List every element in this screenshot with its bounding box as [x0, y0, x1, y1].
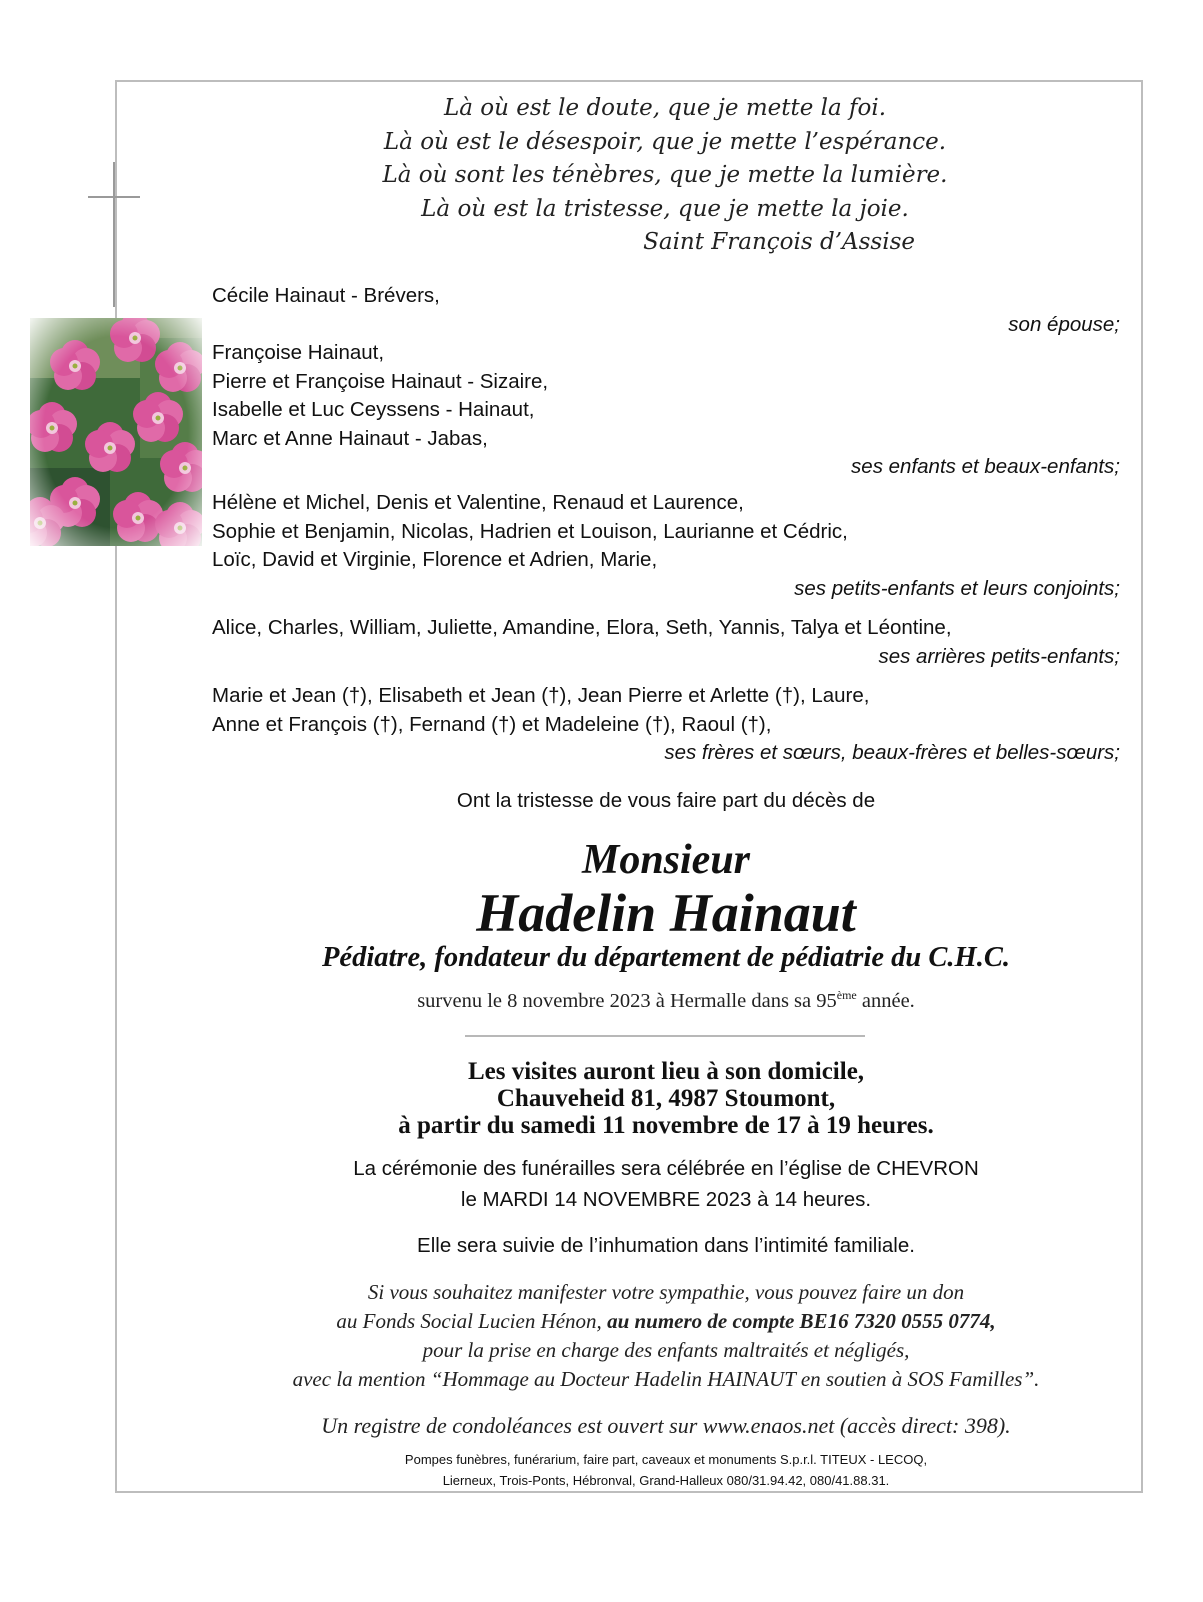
condolence-register: Un registre de condoléances est ouvert sur www.enaos.net (accès direct: 398).: [321, 1413, 1011, 1438]
family-name: Françoise Hainaut,: [212, 341, 385, 364]
family-name: Isabelle et Luc Ceyssens - Hainaut,: [212, 398, 535, 421]
death-notice: [212, 980, 1120, 1016]
separator: [465, 1035, 865, 1037]
family-role: ses frères et sœurs, beaux-frères et belles-sœurs;: [664, 741, 1120, 764]
family-grandchildren: [212, 489, 1120, 603]
family-name: Marie et Jean (†), Elisabeth et Jean (†), Jean Pierre et Arlette (†), Laure,: [212, 684, 870, 707]
deceased-profession: Pédiatre, fondateur du département de pédiatrie du C.H.C.: [322, 942, 1010, 973]
family-name: Hélène et Michel, Denis et Valentine, Renaud et Laurence,: [212, 491, 744, 514]
family-name: Marc et Anne Hainaut - Jabas,: [212, 426, 488, 450]
donation-fund: au Fonds Social Lucien Hénon,: [336, 1309, 608, 1333]
cross-icon-bar: [88, 196, 140, 198]
ceremony-line: le MARDI 14 NOVEMBRE 2023 à 14 heures.: [460, 1188, 872, 1211]
poem-author: Saint François d’Assise: [643, 229, 915, 255]
flower-photo: [30, 318, 202, 546]
family-role: ses enfants et beaux-enfants;: [851, 455, 1120, 478]
ceremony-line: La cérémonie des funérailles sera célébrée en l’église de CHEVRON: [353, 1157, 979, 1180]
family-children: [212, 339, 1120, 482]
footer-line: Pompes funèbres, funérarium, faire part, caveaux et monuments S.p.r.l. TITEUX - LECOQ,: [404, 1452, 928, 1467]
cross-icon: [113, 162, 115, 307]
family-siblings: [212, 682, 1120, 768]
donation-line: avec la mention “Hommage au Docteur Hadelin HAINAUT en soutien à SOS Familles”.: [292, 1367, 1040, 1391]
deceased-name: Hadelin Hainaut: [476, 883, 856, 943]
family-spouse: [212, 282, 1120, 339]
family-name: Alice, Charles, William, Juliette, Amandine, Elora, Seth, Yannis, Talya et Léontine,: [212, 616, 952, 639]
family-name: Anne et François (†), Fernand (†) et Madeleine (†), Raoul (†),: [212, 712, 772, 736]
death-text: survenu le 8 novembre 2023 à Hermalle dans sa 95: [417, 989, 837, 1012]
death-ordinal: ème: [836, 988, 857, 1002]
death-suffix: année.: [856, 989, 915, 1012]
donation-line: [212, 1307, 1120, 1336]
family-name: Loïc, David et Virginie, Florence et Adrien, Marie,: [212, 548, 658, 571]
family-role: ses arrières petits-enfants;: [878, 644, 1120, 668]
poem-line: Là où est le doute, que je mette la foi.: [443, 95, 887, 121]
visits-line: Les visites auront lieu à son domicile,: [467, 1058, 865, 1085]
donation-line: Si vous souhaitez manifester votre sympathie, vous pouvez faire un don: [367, 1280, 965, 1304]
family-great-grandchildren: [212, 614, 1120, 671]
donation-line: pour la prise en charge des enfants maltraités et négligés,: [422, 1338, 910, 1362]
poem-line: Là où sont les ténèbres, que je mette la lumière.: [382, 162, 948, 188]
poem: [300, 92, 1030, 260]
family-role: son épouse;: [1008, 312, 1120, 336]
donation-account: au numero de compte BE16 7320 0555 0774,: [607, 1309, 996, 1333]
visits-line: à partir du samedi 11 novembre de 17 à 19 heures.: [398, 1112, 934, 1139]
visits-line: Chauveheid 81, 4987 Stoumont,: [496, 1085, 836, 1112]
announcement: Ont la tristesse de vous faire part du décès de: [456, 789, 876, 812]
poem-line: Là où est la tristesse, que je mette la joie.: [421, 195, 909, 222]
footer-line: Lierneux, Trois-Ponts, Hébronval, Grand-Halleux 080/31.94.42, 080/41.88.31.: [442, 1473, 890, 1488]
family-name: Pierre et Françoise Hainaut - Sizaire,: [212, 369, 549, 393]
ceremony: [212, 1153, 1120, 1215]
visits: [212, 1058, 1120, 1139]
donation: [212, 1278, 1120, 1394]
poem-line: Là où est le désespoir, que je mette l’espérance.: [383, 128, 947, 155]
inhumation: Elle sera suivie de l’inhumation dans l’intimité familiale.: [417, 1234, 915, 1257]
footer: [212, 1449, 1120, 1491]
family-name: Sophie et Benjamin, Nicolas, Hadrien et Louison, Laurianne et Cédric,: [212, 519, 848, 543]
family-role: ses petits-enfants et leurs conjoints;: [794, 576, 1120, 600]
deceased-title: Monsieur: [581, 837, 751, 883]
family-name: Cécile Hainaut - Brévers,: [212, 284, 440, 307]
